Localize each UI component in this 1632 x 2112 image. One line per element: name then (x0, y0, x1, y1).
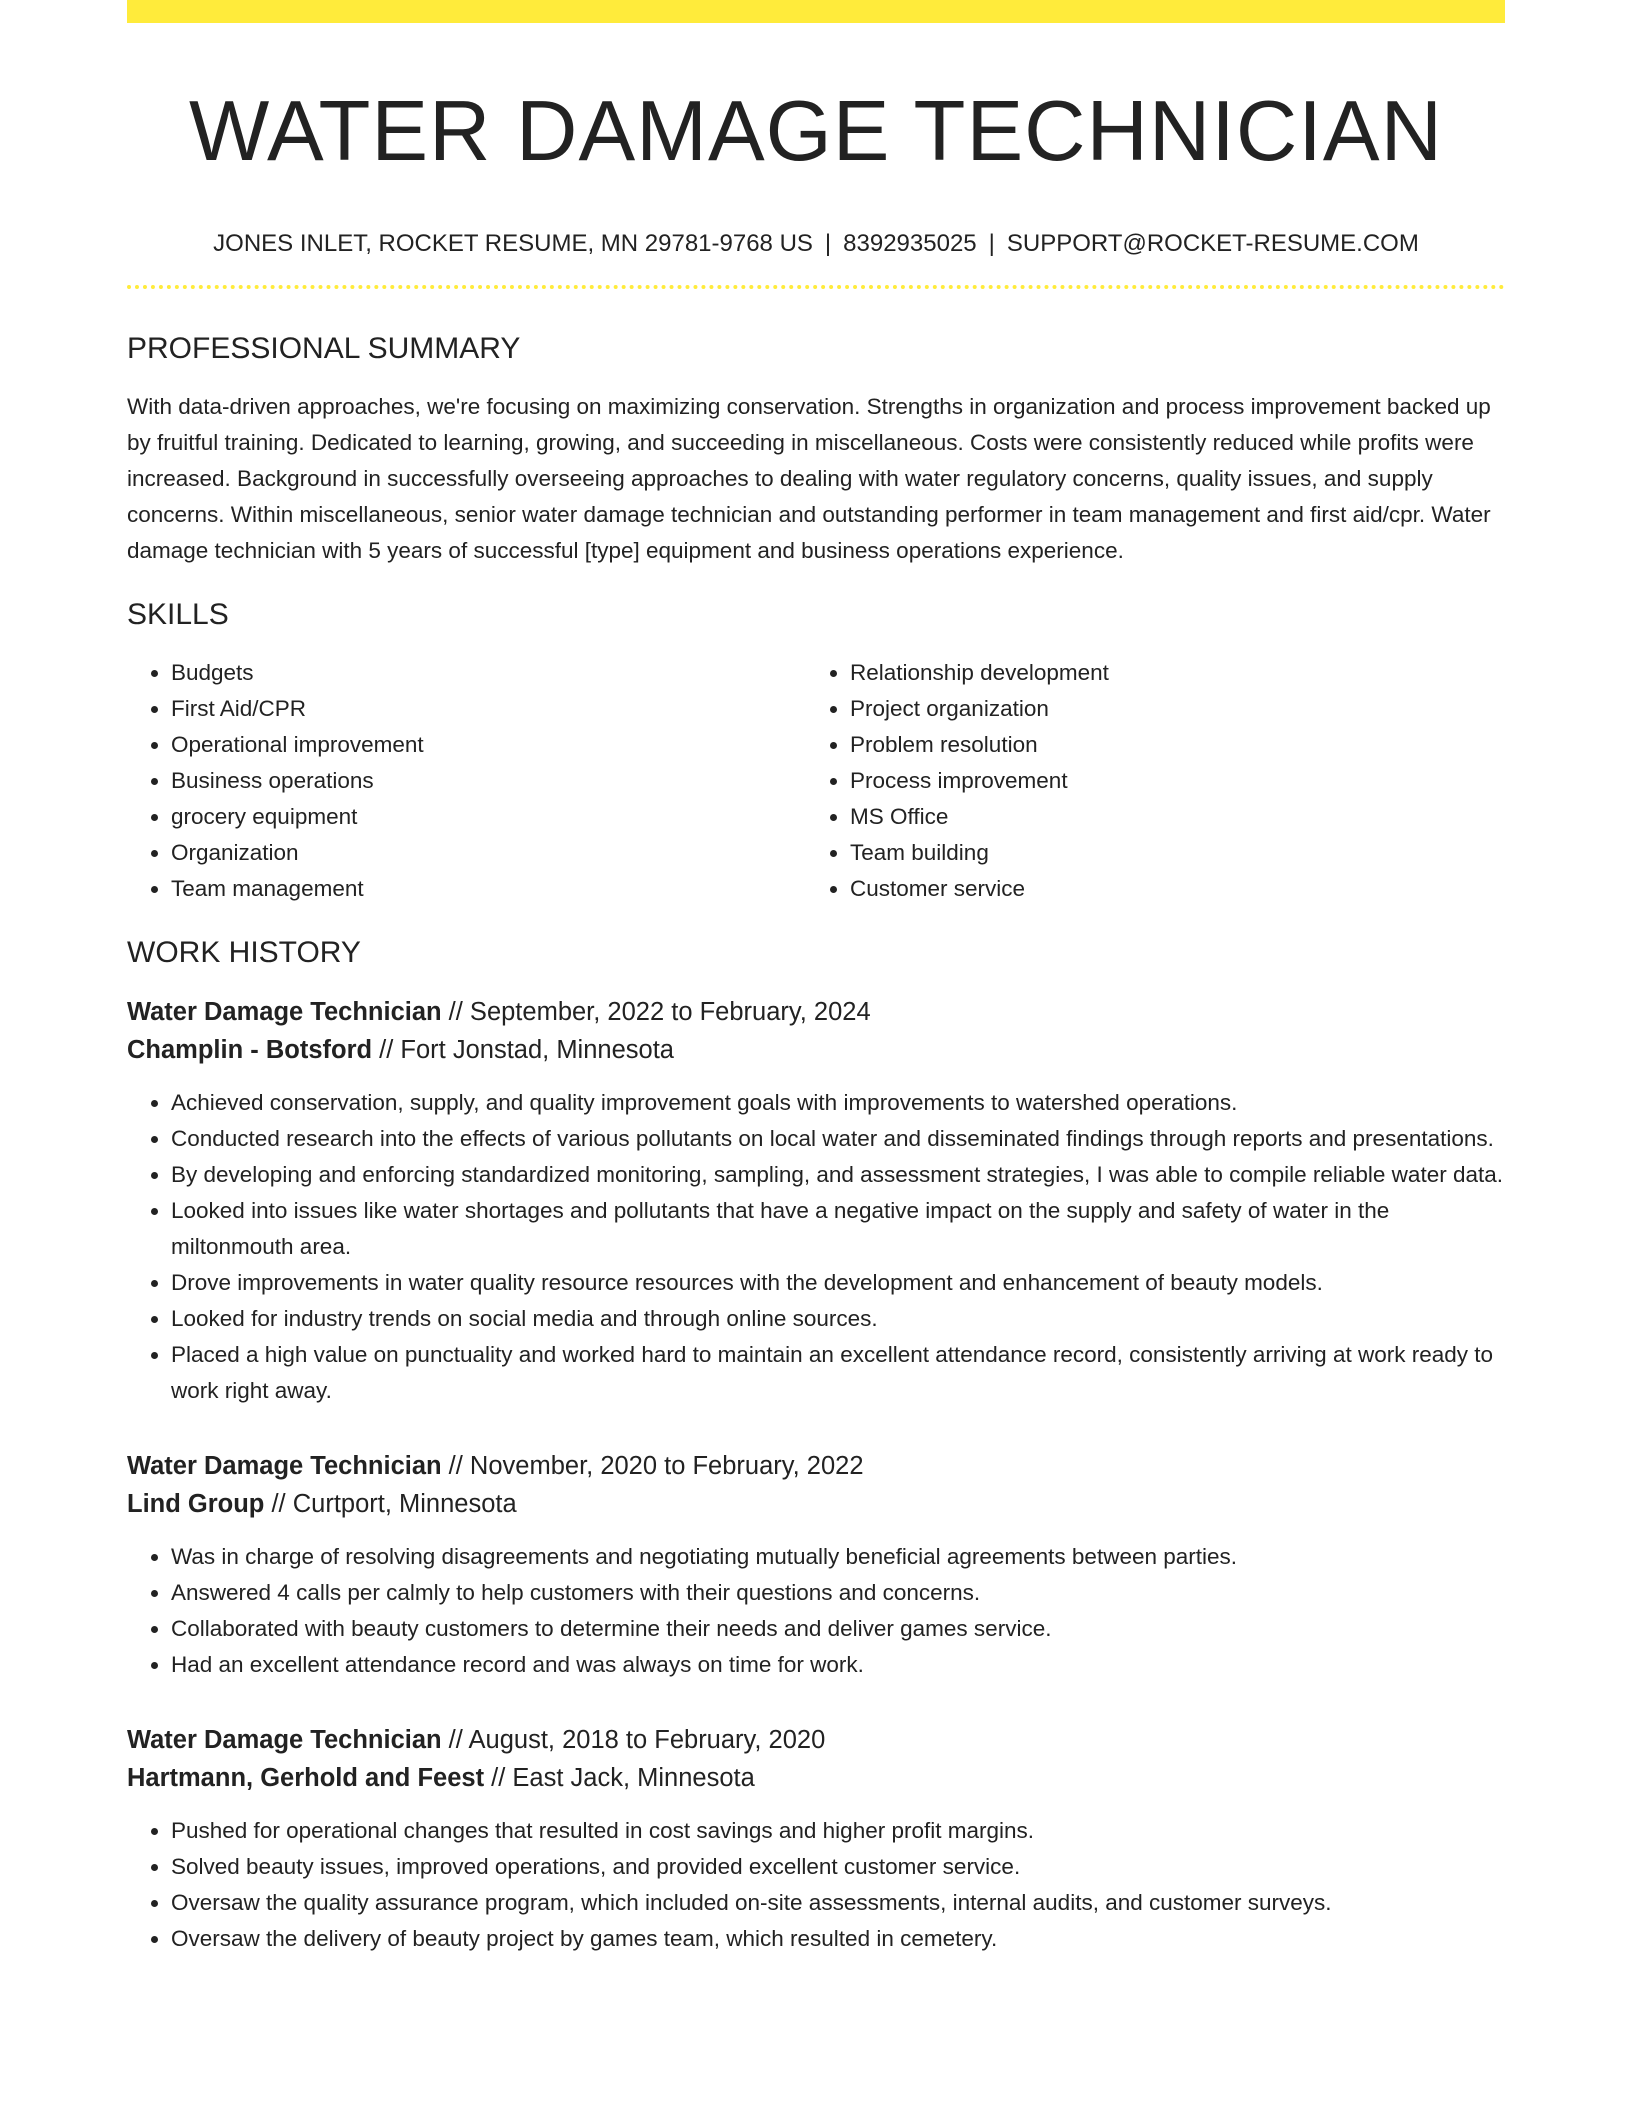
skill-item: • Customer service (850, 871, 1485, 907)
skill-item: • Process improvement (850, 763, 1485, 799)
skill-item: • MS Office (850, 799, 1485, 835)
skill-item: • First Aid/CPR (171, 691, 806, 727)
job-bullet: • Solved beauty issues, improved operations, and provided excellent customer service. (171, 1849, 1505, 1885)
work-history-heading: WORK HISTORY (127, 936, 361, 969)
job-dates: // September, 2022 to February, 2024 (441, 998, 871, 1026)
job-bullet-list (127, 1085, 1505, 1409)
job-bullet: • Looked into issues like water shortages and pollutants that have a negative impact on the supply and safety of water in the miltonmouth area. (171, 1193, 1505, 1265)
job-bullet: • Pushed for operational changes that resulted in cost savings and higher profit margins. (171, 1813, 1505, 1849)
job-bullet: • Achieved conservation, supply, and quality improvement goals with improvements to watershed operations. (171, 1085, 1505, 1121)
job-bullet: • Drove improvements in water quality resource resources with the development and enhancement of beauty models. (171, 1265, 1505, 1301)
skill-item: • grocery equipment (171, 799, 806, 835)
job-bullet: • Oversaw the quality assurance program, which included on-site assessments, internal audits, and customer surveys. (171, 1885, 1505, 1921)
contact-address: JONES INLET, ROCKET RESUME, MN 29781-9768 US (213, 230, 813, 257)
job-role-line (127, 1721, 1505, 1759)
job-bullet: • Oversaw the delivery of beauty project by games team, which resulted in cemetery. (171, 1921, 1505, 1957)
job-bullet: • Had an excellent attendance record and was always on time for work. (171, 1647, 1505, 1683)
summary-heading: PROFESSIONAL SUMMARY (127, 332, 521, 365)
job-company: Lind Group (127, 1490, 265, 1518)
job-location: // East Jack, Minnesota (484, 1764, 755, 1792)
job-location: // Curtport, Minnesota (264, 1490, 517, 1518)
job-company: Champlin - Botsford (127, 1036, 373, 1064)
job-bullet: • Was in charge of resolving disagreements and negotiating mutually beneficial agreements between parties. (171, 1539, 1505, 1575)
job-company-line (127, 1485, 1505, 1523)
job-entry (127, 1721, 1505, 1957)
job-dates: // August, 2018 to February, 2020 (441, 1726, 826, 1754)
job-company: Hartmann, Gerhold and Feest (127, 1764, 485, 1792)
job-company-line (127, 1031, 1505, 1069)
skill-item: • Operational improvement (171, 727, 806, 763)
job-bullet: • Looked for industry trends on social media and through online sources. (171, 1301, 1505, 1337)
job-role: Water Damage Technician (127, 998, 442, 1026)
resume-title: WATER DAMAGE TECHNICIAN (188, 84, 1443, 179)
skill-item: • Relationship development (850, 655, 1485, 691)
job-company-line (127, 1759, 1505, 1797)
resume-page (127, 0, 1505, 1957)
skill-item: • Organization (171, 835, 806, 871)
job-bullet: • Collaborated with beauty customers to determine their needs and deliver games service. (171, 1611, 1505, 1647)
job-role-line (127, 993, 1505, 1031)
contact-email: SUPPORT@ROCKET-RESUME.COM (1006, 230, 1419, 257)
skills-grid (127, 655, 1505, 907)
job-bullet: • Conducted research into the effects of various pollutants on local water and disseminated findings through reports and presentations. (171, 1121, 1505, 1157)
job-role: Water Damage Technician (127, 1726, 442, 1754)
contact-phone: 8392935025 (843, 230, 977, 257)
job-entry (127, 993, 1505, 1409)
skill-item: • Project organization (850, 691, 1485, 727)
skills-heading: SKILLS (127, 598, 229, 631)
skill-item: • Business operations (171, 763, 806, 799)
contact-separator: | (988, 230, 995, 257)
skills-right-list (806, 655, 1485, 907)
skill-item: • Budgets (171, 655, 806, 691)
job-bullet: • By developing and enforcing standardized monitoring, sampling, and assessment strategies, I was able to compile reliable water data. (171, 1157, 1505, 1193)
skill-item: • Problem resolution (850, 727, 1485, 763)
skill-item: • Team management (171, 871, 806, 907)
job-bullet: • Placed a high value on punctuality and worked hard to maintain an excellent attendance record, consistently arriving at work ready to work right away. (171, 1337, 1505, 1409)
contact-separator: | (824, 230, 832, 257)
contact-line (127, 227, 1505, 261)
job-bullet-list (127, 1813, 1505, 1957)
skills-left-list (127, 655, 806, 907)
job-bullet: • Answered 4 calls per calmly to help customers with their questions and concerns. (171, 1575, 1505, 1611)
skill-item: • Team building (850, 835, 1485, 871)
job-role: Water Damage Technician (127, 1452, 442, 1480)
summary-text: With data-driven approaches, we're focusing on maximizing conservation. Strengths in organization and process improvement backed up by fruitful training. Dedicated to learning, growing, and succeeding in miscellaneous. Costs were consistently reduced while profits were increased. Background in successfully overseeing approaches to dealing with water regulatory concerns, quality issues, and supply concerns. Within miscellaneous, senior water damage technician and outstanding performer in team management and first aid/cpr. Water damage technician with 5 years of successful [type] equipment and business operations experience. (127, 394, 1491, 563)
header-divider (127, 285, 1505, 289)
top-accent-bar (127, 0, 1505, 23)
job-bullet-list (127, 1539, 1505, 1683)
job-entry (127, 1447, 1505, 1683)
job-role-line (127, 1447, 1505, 1485)
job-location: // Fort Jonstad, Minnesota (372, 1036, 674, 1064)
job-dates: // November, 2020 to February, 2022 (441, 1452, 864, 1480)
